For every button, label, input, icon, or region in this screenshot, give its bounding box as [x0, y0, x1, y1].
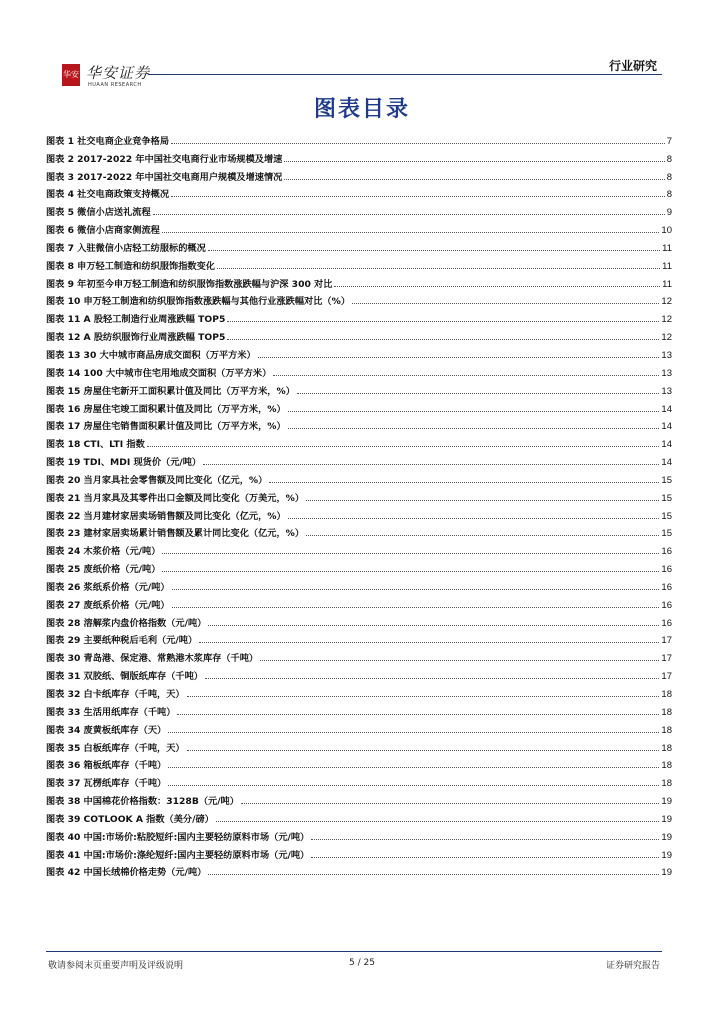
- toc-entry-page: 16: [661, 546, 672, 558]
- toc-entry[interactable]: [46, 718, 672, 736]
- logo-subtitle: HUAAN RESEARCH: [88, 82, 142, 88]
- toc-entry[interactable]: [46, 539, 672, 557]
- toc-dot-leader: [208, 625, 659, 626]
- toc-entry[interactable]: [46, 200, 672, 218]
- toc-entry-page: 14: [661, 457, 672, 469]
- toc-entry-page: 19: [661, 831, 672, 843]
- toc-entry-title: 图表 28 溶解浆内盘价格指数（元/吨）: [46, 617, 207, 629]
- toc-dot-leader: [288, 518, 660, 519]
- toc-dot-leader: [168, 785, 659, 786]
- toc-entry-page: 13: [661, 385, 672, 397]
- toc-entry-title: 图表 3 2017-2022 年中国社交电商用户规模及增速情况: [46, 171, 283, 183]
- toc-entry[interactable]: [46, 129, 672, 147]
- toc-entry-title: 图表 22 当月建材家居卖场销售额及同比变化（亿元，%）: [46, 510, 286, 522]
- toc-dot-leader: [162, 571, 659, 572]
- toc-entry-page: 15: [661, 474, 672, 486]
- toc-entry-page: 18: [661, 724, 672, 736]
- toc-entry-title: 图表 17 房屋住宅销售面积累计值及同比（万平方米，%）: [46, 421, 286, 433]
- page-title: 图表目录: [313, 97, 410, 122]
- toc-dot-leader: [162, 553, 659, 554]
- toc-entry-title: 图表 8 申万轻工制造和纺织服饰指数变化: [46, 260, 215, 272]
- toc-entry-page: 14: [661, 439, 672, 451]
- toc-entry[interactable]: [46, 611, 672, 629]
- toc-entry-page: 11: [662, 278, 672, 290]
- toc-dot-leader: [273, 375, 659, 376]
- footer-report-type: 证券研究报告: [605, 961, 660, 971]
- toc-entry-title: 图表 40 中国:市场价:粘胶短纤:国内主要轻纺原料市场（元/吨）: [46, 831, 310, 843]
- toc-entry-page: 14: [661, 403, 672, 415]
- toc-entry-page: 13: [661, 349, 672, 361]
- toc-entry[interactable]: [46, 183, 672, 201]
- toc-entry[interactable]: [46, 861, 672, 879]
- toc-dot-leader: [288, 428, 660, 429]
- toc-entry-title: 图表 12 A 股纺织服饰行业周涨跌幅 TOP5: [46, 332, 226, 344]
- toc-entry-title: 图表 15 房屋住宅新开工面积累计值及同比（万平方米，%）: [46, 385, 295, 397]
- toc-dot-leader: [172, 607, 660, 608]
- toc-entry[interactable]: [46, 254, 672, 272]
- toc-entry-title: 图表 16 房屋住宅竣工面积累计值及同比（万平方米，%）: [46, 403, 286, 415]
- toc-entry-page: 7: [666, 135, 672, 147]
- toc-entry-title: 图表 19 TDI、MDI 现货价（元/吨）: [46, 457, 202, 469]
- toc-entry-page: 16: [661, 581, 672, 593]
- toc-list: [46, 129, 672, 878]
- toc-dot-leader: [269, 482, 659, 483]
- toc-entry-title: 图表 25 废纸价格（元/吨）: [46, 564, 161, 576]
- toc-dot-leader: [217, 268, 660, 269]
- toc-entry[interactable]: [46, 325, 672, 343]
- toc-entry[interactable]: [46, 789, 672, 807]
- toc-entry-title: 图表 30 青岛港、保定港、常熟港木浆库存（千吨）: [46, 653, 259, 665]
- toc-dot-leader: [203, 464, 659, 465]
- toc-entry-page: 15: [661, 528, 672, 540]
- toc-entry-title: 图表 20 当月家具社会零售额及同比变化（亿元，%）: [46, 474, 268, 486]
- toc-dot-leader: [171, 143, 665, 144]
- toc-dot-leader: [306, 535, 659, 536]
- toc-entry-page: 11: [662, 260, 672, 272]
- toc-entry-title: 图表 7 入驻微信小店轻工纺服标的概况: [46, 242, 206, 254]
- toc-entry[interactable]: [46, 825, 672, 843]
- toc-entry-page: 18: [661, 706, 672, 718]
- toc-entry[interactable]: [46, 236, 672, 254]
- toc-entry[interactable]: [46, 754, 672, 772]
- toc-dot-leader: [208, 874, 659, 875]
- toc-entry-page: 12: [661, 314, 672, 326]
- toc-dot-leader: [199, 642, 659, 643]
- toc-entry[interactable]: [46, 700, 672, 718]
- toc-entry-page: 9: [666, 207, 672, 219]
- toc-entry-title: 图表 35 白板纸库存（千吨，天）: [46, 742, 185, 754]
- toc-entry-page: 13: [661, 367, 672, 379]
- toc-entry-page: 16: [661, 599, 672, 611]
- toc-entry[interactable]: [46, 843, 672, 861]
- toc-entry[interactable]: [46, 450, 672, 468]
- toc-entry[interactable]: [46, 504, 672, 522]
- toc-entry-page: 19: [661, 813, 672, 825]
- section-label: 行业研究: [608, 59, 657, 73]
- toc-dot-leader: [216, 821, 660, 822]
- toc-entry[interactable]: [46, 379, 672, 397]
- toc-dot-leader: [168, 732, 659, 733]
- toc-entry-title: 图表 26 浆纸系价格（元/吨）: [46, 581, 170, 593]
- toc-entry-title: 图表 38 中国棉花价格指数：3128B（元/吨）: [46, 796, 239, 808]
- toc-entry[interactable]: [46, 736, 672, 754]
- toc-entry-title: 图表 32 白卡纸库存（千吨，天）: [46, 689, 185, 700]
- toc-entry-page: 15: [661, 492, 672, 504]
- toc-entry[interactable]: [46, 361, 672, 379]
- toc-entry-page: 15: [661, 510, 672, 522]
- toc-entry-title: 图表 18 CTI、LTI 指数: [46, 439, 145, 451]
- toc-entry-page: 12: [661, 332, 672, 344]
- toc-entry[interactable]: [46, 165, 672, 183]
- toc-entry[interactable]: [46, 432, 672, 450]
- toc-entry-page: 19: [661, 796, 672, 808]
- toc-entry-title: 图表 37 瓦楞纸库存（千吨）: [46, 778, 167, 790]
- toc-dot-leader: [311, 839, 659, 840]
- toc-entry[interactable]: [46, 415, 672, 433]
- toc-entry-page: 16: [661, 564, 672, 576]
- toc-entry-title: 图表 29 主要纸种税后毛利（元/吨）: [46, 635, 198, 647]
- toc-entry-page: 8: [666, 153, 672, 165]
- toc-entry[interactable]: [46, 682, 672, 700]
- page-header: [0, 0, 724, 96]
- toc-dot-leader: [168, 767, 659, 768]
- toc-entry-page: 11: [662, 242, 672, 254]
- toc-entry[interactable]: [46, 629, 672, 647]
- toc-entry-title: 图表 14 100 大中城市住宅用地成交面积（万平方米）: [46, 367, 272, 379]
- toc-entry-page: 17: [661, 635, 672, 647]
- toc-dot-leader: [171, 196, 665, 197]
- toc-entry[interactable]: [46, 486, 672, 504]
- toc-dot-leader: [260, 660, 659, 661]
- toc-entry[interactable]: [46, 468, 672, 486]
- toc-entry-title: 图表 42 中国长绒棉价格走势（元/吨）: [46, 867, 207, 879]
- toc-dot-leader: [205, 678, 659, 679]
- toc-entry[interactable]: [46, 593, 672, 611]
- toc-dot-leader: [297, 393, 660, 394]
- toc-entry[interactable]: [46, 307, 672, 325]
- header-divider: [148, 74, 662, 75]
- toc-entry-title: 图表 36 箱板纸库存（千吨）: [46, 760, 167, 772]
- toc-entry-page: 18: [661, 742, 672, 754]
- toc-entry-page: 16: [661, 617, 672, 629]
- toc-dot-leader: [162, 232, 660, 233]
- logo-seal-icon: 华安: [62, 64, 80, 86]
- toc-entry-page: 14: [661, 421, 672, 433]
- logo-name: 华安证券: [86, 64, 151, 82]
- toc-entry-title: 图表 10 申万轻工制造和纺织服饰指数涨跌幅与其他行业涨跌幅对比（%）: [46, 296, 351, 308]
- toc-entry-title: 图表 9 年初至今申万轻工制造和纺织服饰指数涨跌幅与沪深 300 对比: [46, 278, 333, 290]
- toc-dot-leader: [241, 803, 659, 804]
- toc-dot-leader: [172, 589, 660, 590]
- toc-dot-leader: [352, 303, 659, 304]
- toc-entry-title: 图表 1 社交电商企业竞争格局: [46, 135, 170, 147]
- toc-entry-title: 图表 2 2017-2022 年中国社交电商行业市场规模及增速: [46, 153, 283, 165]
- toc-dot-leader: [311, 857, 659, 858]
- toc-dot-leader: [187, 696, 660, 697]
- toc-entry-page: 18: [661, 760, 672, 772]
- toc-entry-page: 8: [666, 171, 672, 183]
- toc-entry-title: 图表 13 30 大中城市商品房成交面积（万平方米）: [46, 349, 256, 361]
- toc-dot-leader: [258, 357, 660, 358]
- toc-entry-title: 图表 33 生活用纸库存（千吨）: [46, 706, 176, 718]
- toc-entry-title: 图表 24 木浆价格（元/吨）: [46, 546, 161, 558]
- toc-entry-page: 18: [661, 689, 672, 700]
- toc-entry[interactable]: [46, 272, 672, 290]
- toc-entry-title: 图表 4 社交电商政策支持概况: [46, 189, 170, 201]
- toc-entry-title: 图表 5 微信小店送礼流程: [46, 207, 151, 219]
- toc-entry[interactable]: [46, 147, 672, 165]
- toc-entry[interactable]: [46, 218, 672, 236]
- toc-dot-leader: [284, 179, 664, 180]
- toc-entry-page: 19: [661, 849, 672, 861]
- footer-divider: [46, 951, 662, 952]
- toc-dot-leader: [153, 214, 665, 215]
- toc-entry-title: 图表 41 中国:市场价:涤纶短纤:国内主要轻纺原料市场（元/吨）: [46, 849, 310, 861]
- toc-entry-title: 图表 27 废纸系价格（元/吨）: [46, 599, 170, 611]
- toc-dot-leader: [187, 750, 660, 751]
- toc-entry-page: 18: [661, 778, 672, 790]
- toc-entry[interactable]: [46, 522, 672, 540]
- toc-dot-leader: [177, 714, 659, 715]
- toc-entry-title: 图表 23 建材家居卖场累计销售额及累计同比变化（亿元，%）: [46, 528, 305, 540]
- toc-entry-page: 17: [661, 653, 672, 665]
- toc-dot-leader: [288, 411, 660, 412]
- toc-entry-page: 8: [666, 189, 672, 201]
- toc-dot-leader: [284, 161, 664, 162]
- toc-entry-title: 图表 39 COTLOOK A 指数（美分/磅）: [46, 813, 214, 825]
- toc-entry[interactable]: [46, 343, 672, 361]
- toc-entry[interactable]: [46, 557, 672, 575]
- toc-entry[interactable]: [46, 575, 672, 593]
- toc-entry[interactable]: [46, 397, 672, 415]
- toc-entry-page: 12: [661, 296, 672, 308]
- toc-dot-leader: [227, 321, 659, 322]
- toc-entry-page: 19: [661, 867, 672, 879]
- toc-entry-title: 图表 21 当月家具及其零件出口金额及同比变化（万美元，%）: [46, 492, 305, 504]
- toc-entry[interactable]: [46, 807, 672, 825]
- toc-dot-leader: [147, 446, 660, 447]
- toc-entry-page: 10: [661, 225, 672, 237]
- toc-dot-leader: [306, 500, 659, 501]
- toc-entry-page: 17: [661, 671, 672, 683]
- toc-dot-leader: [208, 250, 660, 251]
- toc-entry[interactable]: [46, 771, 672, 789]
- page-number: 5 / 25: [349, 958, 375, 968]
- footer-disclaimer: 敬请参阅末页重要声明及评级说明: [48, 961, 184, 971]
- toc-entry-title: 图表 31 双胶纸、铜版纸库存（千吨）: [46, 671, 203, 683]
- toc-entry-title: 图表 34 废黄板纸库存（天）: [46, 724, 167, 736]
- toc-dot-leader: [334, 286, 660, 287]
- toc-entry-title: 图表 6 微信小店商家侧流程: [46, 225, 160, 237]
- toc-entry-title: 图表 11 A 股轻工制造行业周涨跌幅 TOP5: [46, 314, 226, 326]
- toc-entry[interactable]: [46, 664, 672, 682]
- toc-dot-leader: [227, 339, 659, 340]
- toc-entry[interactable]: [46, 290, 672, 308]
- toc-entry[interactable]: [46, 646, 672, 664]
